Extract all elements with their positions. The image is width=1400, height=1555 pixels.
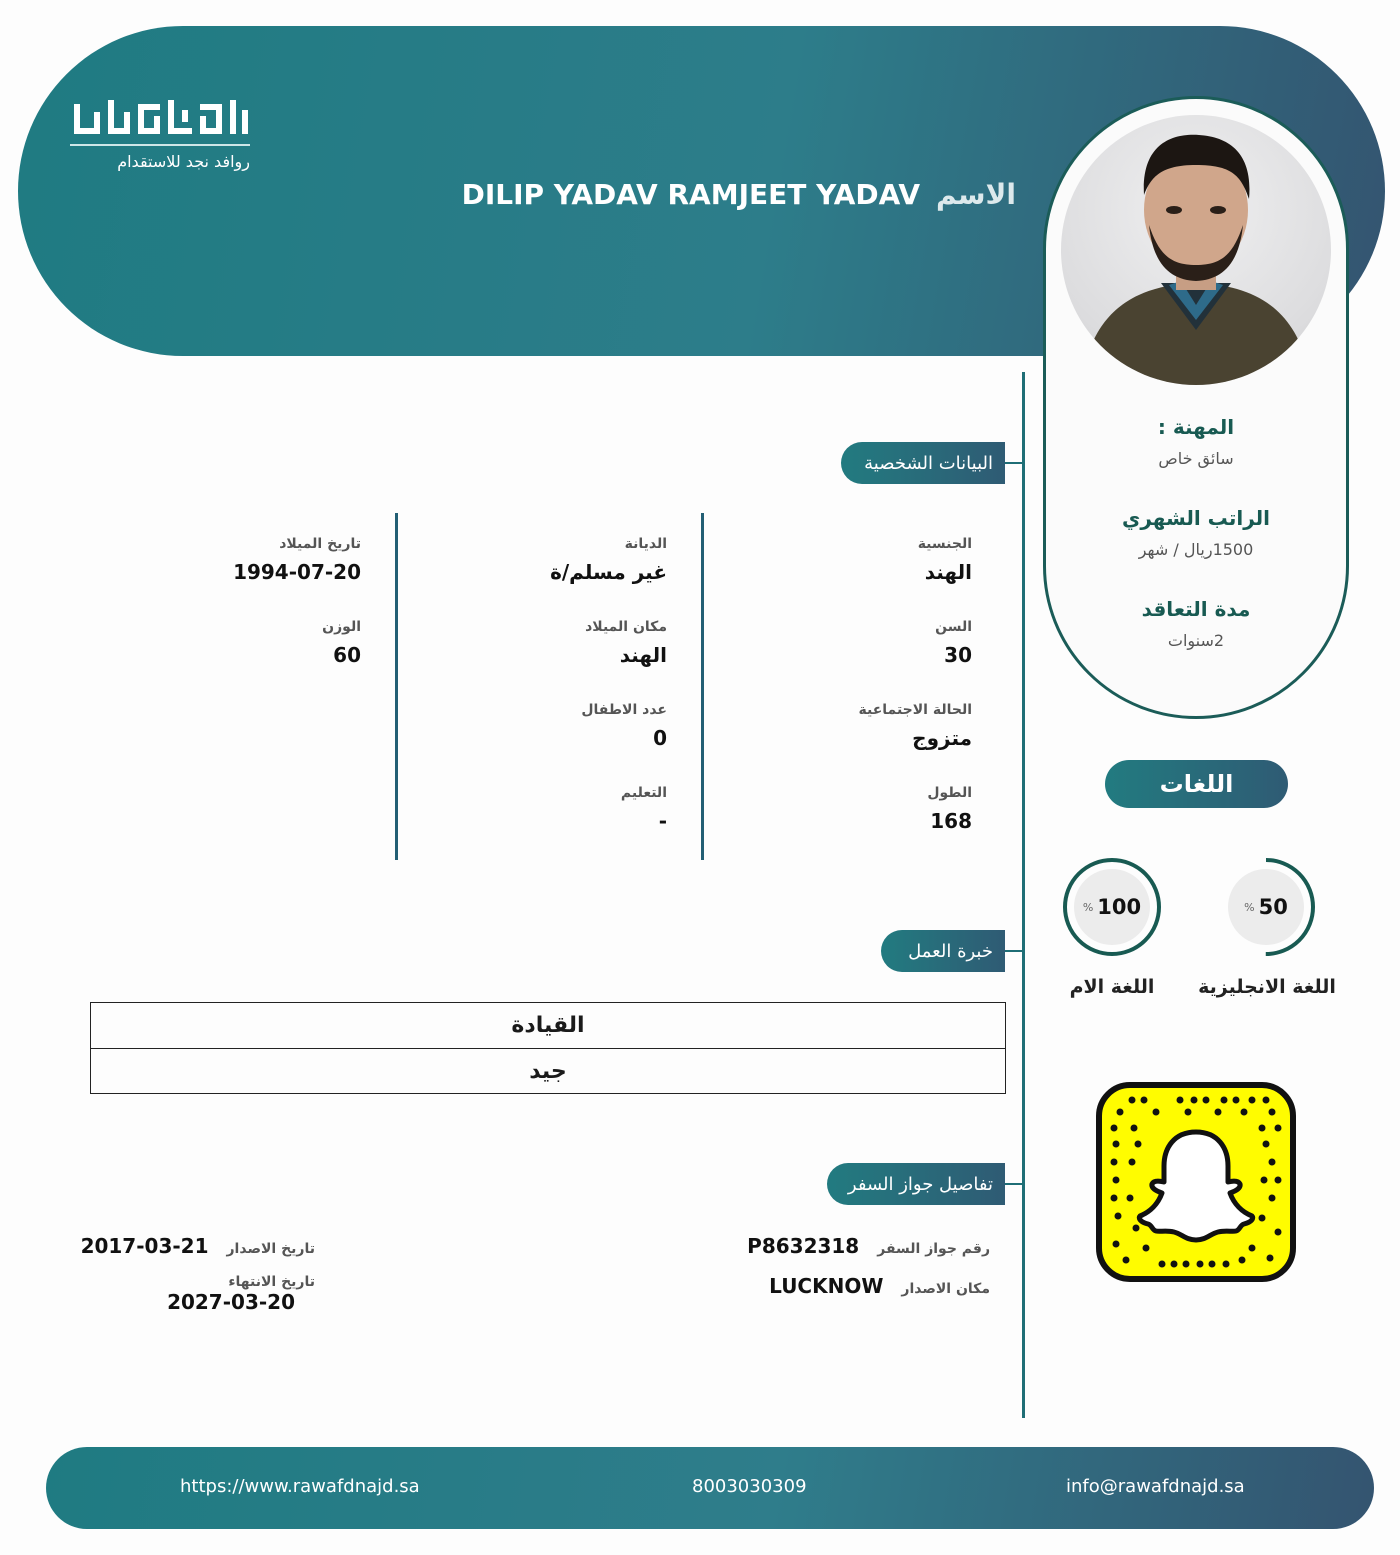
field-label: تاريخ الاصدار bbox=[226, 1241, 315, 1257]
section-tick bbox=[1005, 462, 1023, 464]
candidate-photo bbox=[1061, 115, 1331, 385]
languages-header: اللغات bbox=[1105, 760, 1288, 808]
field-label: مكان الاصدار bbox=[901, 1281, 990, 1297]
field-label: تاريخ الانتهاء bbox=[228, 1274, 315, 1290]
field-label: السن bbox=[935, 619, 972, 635]
field-value: - bbox=[658, 809, 667, 833]
person-photo-icon bbox=[1061, 115, 1331, 385]
percent-sign: % bbox=[1082, 900, 1094, 914]
candidate-name bbox=[462, 178, 1016, 211]
section-tick bbox=[1005, 950, 1023, 952]
passport-issue-place bbox=[769, 1274, 990, 1298]
profession-label: المهنة : bbox=[1157, 415, 1235, 439]
section-tick bbox=[1005, 1183, 1023, 1185]
name-label: الاسم bbox=[936, 178, 1016, 211]
field-value: LUCKNOW bbox=[769, 1274, 884, 1298]
contract-value: 2سنوات bbox=[1167, 631, 1225, 650]
field-label: رقم جواز السفر bbox=[877, 1241, 990, 1257]
logo-mark bbox=[70, 96, 250, 140]
profession-block bbox=[1046, 415, 1346, 468]
field-nationality bbox=[918, 536, 972, 584]
field-value: متزوج bbox=[912, 726, 972, 750]
section-personal-header: البيانات الشخصية bbox=[841, 442, 1005, 484]
percent-sign: % bbox=[1244, 900, 1255, 914]
language-gauge-english bbox=[1216, 857, 1316, 957]
field-value: غير مسلم/ة bbox=[550, 560, 667, 584]
field-label: التعليم bbox=[620, 785, 667, 801]
field-birthdate bbox=[233, 536, 361, 584]
passport-number bbox=[747, 1234, 990, 1258]
footer-phone[interactable]: 8003030309 bbox=[692, 1476, 807, 1497]
salary-label: الراتب الشهري bbox=[1122, 506, 1270, 530]
column-divider bbox=[395, 513, 398, 860]
contract-label: مدة التعاقد bbox=[1141, 597, 1251, 621]
field-weight bbox=[322, 619, 361, 667]
field-value: 60 bbox=[333, 643, 361, 667]
skill-name: القيادة bbox=[511, 1013, 585, 1038]
field-label: الجنسية bbox=[917, 536, 972, 552]
language-gauge-native bbox=[1062, 857, 1162, 957]
salary-value: 1500ريال / شهر bbox=[1138, 540, 1254, 559]
footer-website-link[interactable]: https://www.rawafdnajd.sa bbox=[180, 1476, 420, 1497]
section-experience-header: خبرة العمل bbox=[881, 930, 1005, 972]
field-label: عدد الاطفال bbox=[581, 702, 667, 718]
field-marital-status bbox=[859, 702, 972, 750]
field-height bbox=[927, 785, 972, 833]
skill-level: جيد bbox=[91, 1048, 1005, 1093]
footer-bar bbox=[46, 1447, 1374, 1529]
snapchat-ghost-icon bbox=[1102, 1088, 1290, 1276]
name-value: DILIP YADAV RAMJEET YADAV bbox=[461, 178, 921, 211]
language-name: اللغة الام bbox=[1069, 976, 1155, 998]
field-age bbox=[935, 619, 972, 667]
snapcode[interactable] bbox=[1096, 1082, 1296, 1282]
field-value: الهند bbox=[924, 560, 972, 584]
section-passport-header: تفاصيل جواز السفر bbox=[827, 1163, 1005, 1205]
logo-kufic-icon bbox=[72, 96, 250, 138]
field-label: مكان الميلاد bbox=[585, 619, 667, 635]
profession-value: سائق خاص bbox=[1158, 449, 1234, 468]
field-value: 30 bbox=[944, 643, 972, 667]
passport-expiry bbox=[167, 1274, 315, 1314]
salary-block bbox=[1046, 506, 1346, 559]
field-value: 0 bbox=[653, 726, 667, 750]
passport-issue-date bbox=[81, 1234, 315, 1258]
gauge-center bbox=[1074, 869, 1150, 945]
field-value: الهند bbox=[619, 643, 667, 667]
gauge-center bbox=[1228, 869, 1304, 945]
field-value: P8632318 bbox=[747, 1234, 860, 1258]
main-divider bbox=[1022, 372, 1025, 1418]
field-value: 168 bbox=[930, 809, 972, 833]
field-label: الطول bbox=[927, 785, 972, 801]
field-religion bbox=[550, 536, 667, 584]
field-value: 1994-07-20 bbox=[233, 560, 361, 584]
gauge-value: 50 bbox=[1258, 895, 1288, 919]
field-label: الحالة الاجتماعية bbox=[858, 702, 972, 718]
footer-email-link[interactable]: info@rawafdnajd.sa bbox=[1066, 1476, 1245, 1497]
field-value: 2017-03-21 bbox=[80, 1234, 209, 1258]
logo-divider bbox=[70, 144, 250, 146]
language-name: اللغة الانجليزية bbox=[1198, 976, 1336, 998]
field-label: تاريخ الميلاد bbox=[279, 536, 361, 552]
field-label: الديانة bbox=[624, 536, 667, 552]
experience-table bbox=[90, 1002, 1006, 1094]
field-education bbox=[621, 785, 667, 833]
field-value: 2027-03-20 bbox=[167, 1290, 295, 1314]
field-birthplace bbox=[585, 619, 667, 667]
company-logo bbox=[70, 96, 250, 171]
column-divider bbox=[701, 513, 704, 860]
logo-tagline: روافد نجد للاستقدام bbox=[117, 152, 250, 171]
contract-block bbox=[1046, 597, 1346, 650]
field-children bbox=[581, 702, 667, 750]
field-label: الوزن bbox=[322, 619, 361, 635]
gauge-value: 100 bbox=[1097, 895, 1142, 919]
